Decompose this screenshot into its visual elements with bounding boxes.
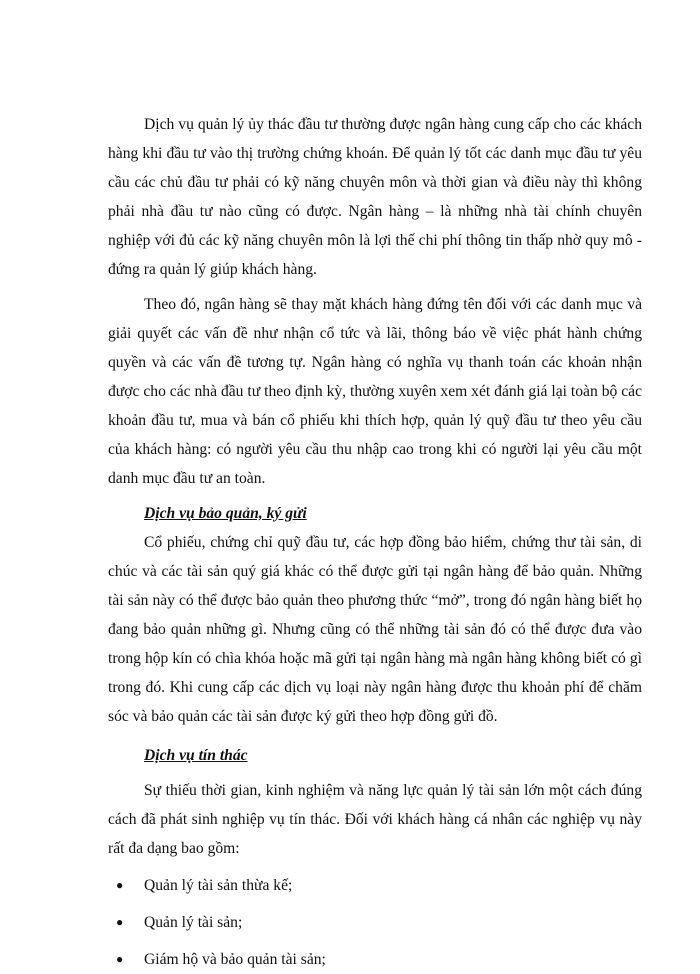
list-item-text: Giám hộ và bảo quản tài sản;	[144, 951, 326, 968]
list-item-text: Quản lý tài sản;	[144, 914, 243, 931]
list-item-text: Quản lý tài sản thừa kế;	[144, 877, 293, 894]
paragraph-bank-obligations: Theo đó, ngân hàng sẽ thay mặt khách hàng đứng tên đối với các danh mục và giải quyết các vấn đề như nhận cổ tức và lãi, thông báo về việc phát hành chứng quyền và các vấn đề tương tự. Ngân hàng có nghĩa vụ thanh toán các khoản nhận được cho các nhà đầu tư theo định kỳ, thường xuyên xem xét đánh giá lại toàn bộ các khoản đầu tư, mua và bán cổ phiếu khi thích hợp, quản lý quỹ đầu tư theo yêu cầu của khách hàng: có người yêu cầu thu nhập cao trong khi có người lại yêu cầu một danh mục đầu tư an toàn.	[108, 296, 642, 487]
paragraph-trust-service: Sự thiếu thời gian, kinh nghiệm và năng lực quản lý tài sản lớn một cách đúng cách đã phát sinh nghiệp vụ tín thác. Đối với khách hàng cá nhân các nghiệp vụ này rất đa dạng bao gồm:	[108, 782, 642, 857]
list-item	[108, 871, 642, 900]
heading-trust-service: Dịch vụ tín thác	[144, 747, 248, 764]
paragraph-storage-service: Cổ phiếu, chứng chỉ quỹ đầu tư, các hợp đồng bảo hiểm, chứng thư tài sản, di chúc và các tài sản quý giá khác có thể được gửi tại ngân hàng để bảo quản. Những tài sản này có thể được bảo quản theo phương thức “mở”, trong đó ngân hàng biết họ đang bảo quản những gì. Nhưng cũng có thể những tài sản đó có thể được đưa vào trong hộp kín có chìa khóa hoặc mã gửi tại ngân hàng mà ngân hàng không biết có gì trong đó. Khi cung cấp các dịch vụ loại này ngân hàng được thu khoản phí để chăm sóc và bảo quản các tài sản được ký gửi theo hợp đồng gửi đồ.	[108, 534, 642, 725]
list-item	[108, 908, 642, 937]
heading-storage-service: Dịch vụ bảo quản, ký gửi	[144, 505, 307, 522]
bullet-icon: ●	[116, 878, 124, 892]
paragraph-trust-investment-intro: Dịch vụ quản lý ủy thác đầu tư thường được ngân hàng cung cấp cho các khách hàng khi đầu tư vào thị trường chứng khoán. Để quản lý tốt các danh mục đầu tư yêu cầu các chủ đầu tư phải có kỹ năng chuyên môn và thời gian và điều này thì không phải nhà đầu tư nào cũng có được. Ngân hàng – là những nhà tài chính chuyên nghiệp với đủ các kỹ năng chuyên môn là lợi thế chi phí thông tin thấp nhờ quy mô - đứng ra quản lý giúp khách hàng.	[108, 116, 642, 278]
trust-services-list	[108, 871, 642, 974]
bullet-icon: ●	[116, 915, 124, 929]
bullet-icon: ●	[116, 952, 124, 966]
